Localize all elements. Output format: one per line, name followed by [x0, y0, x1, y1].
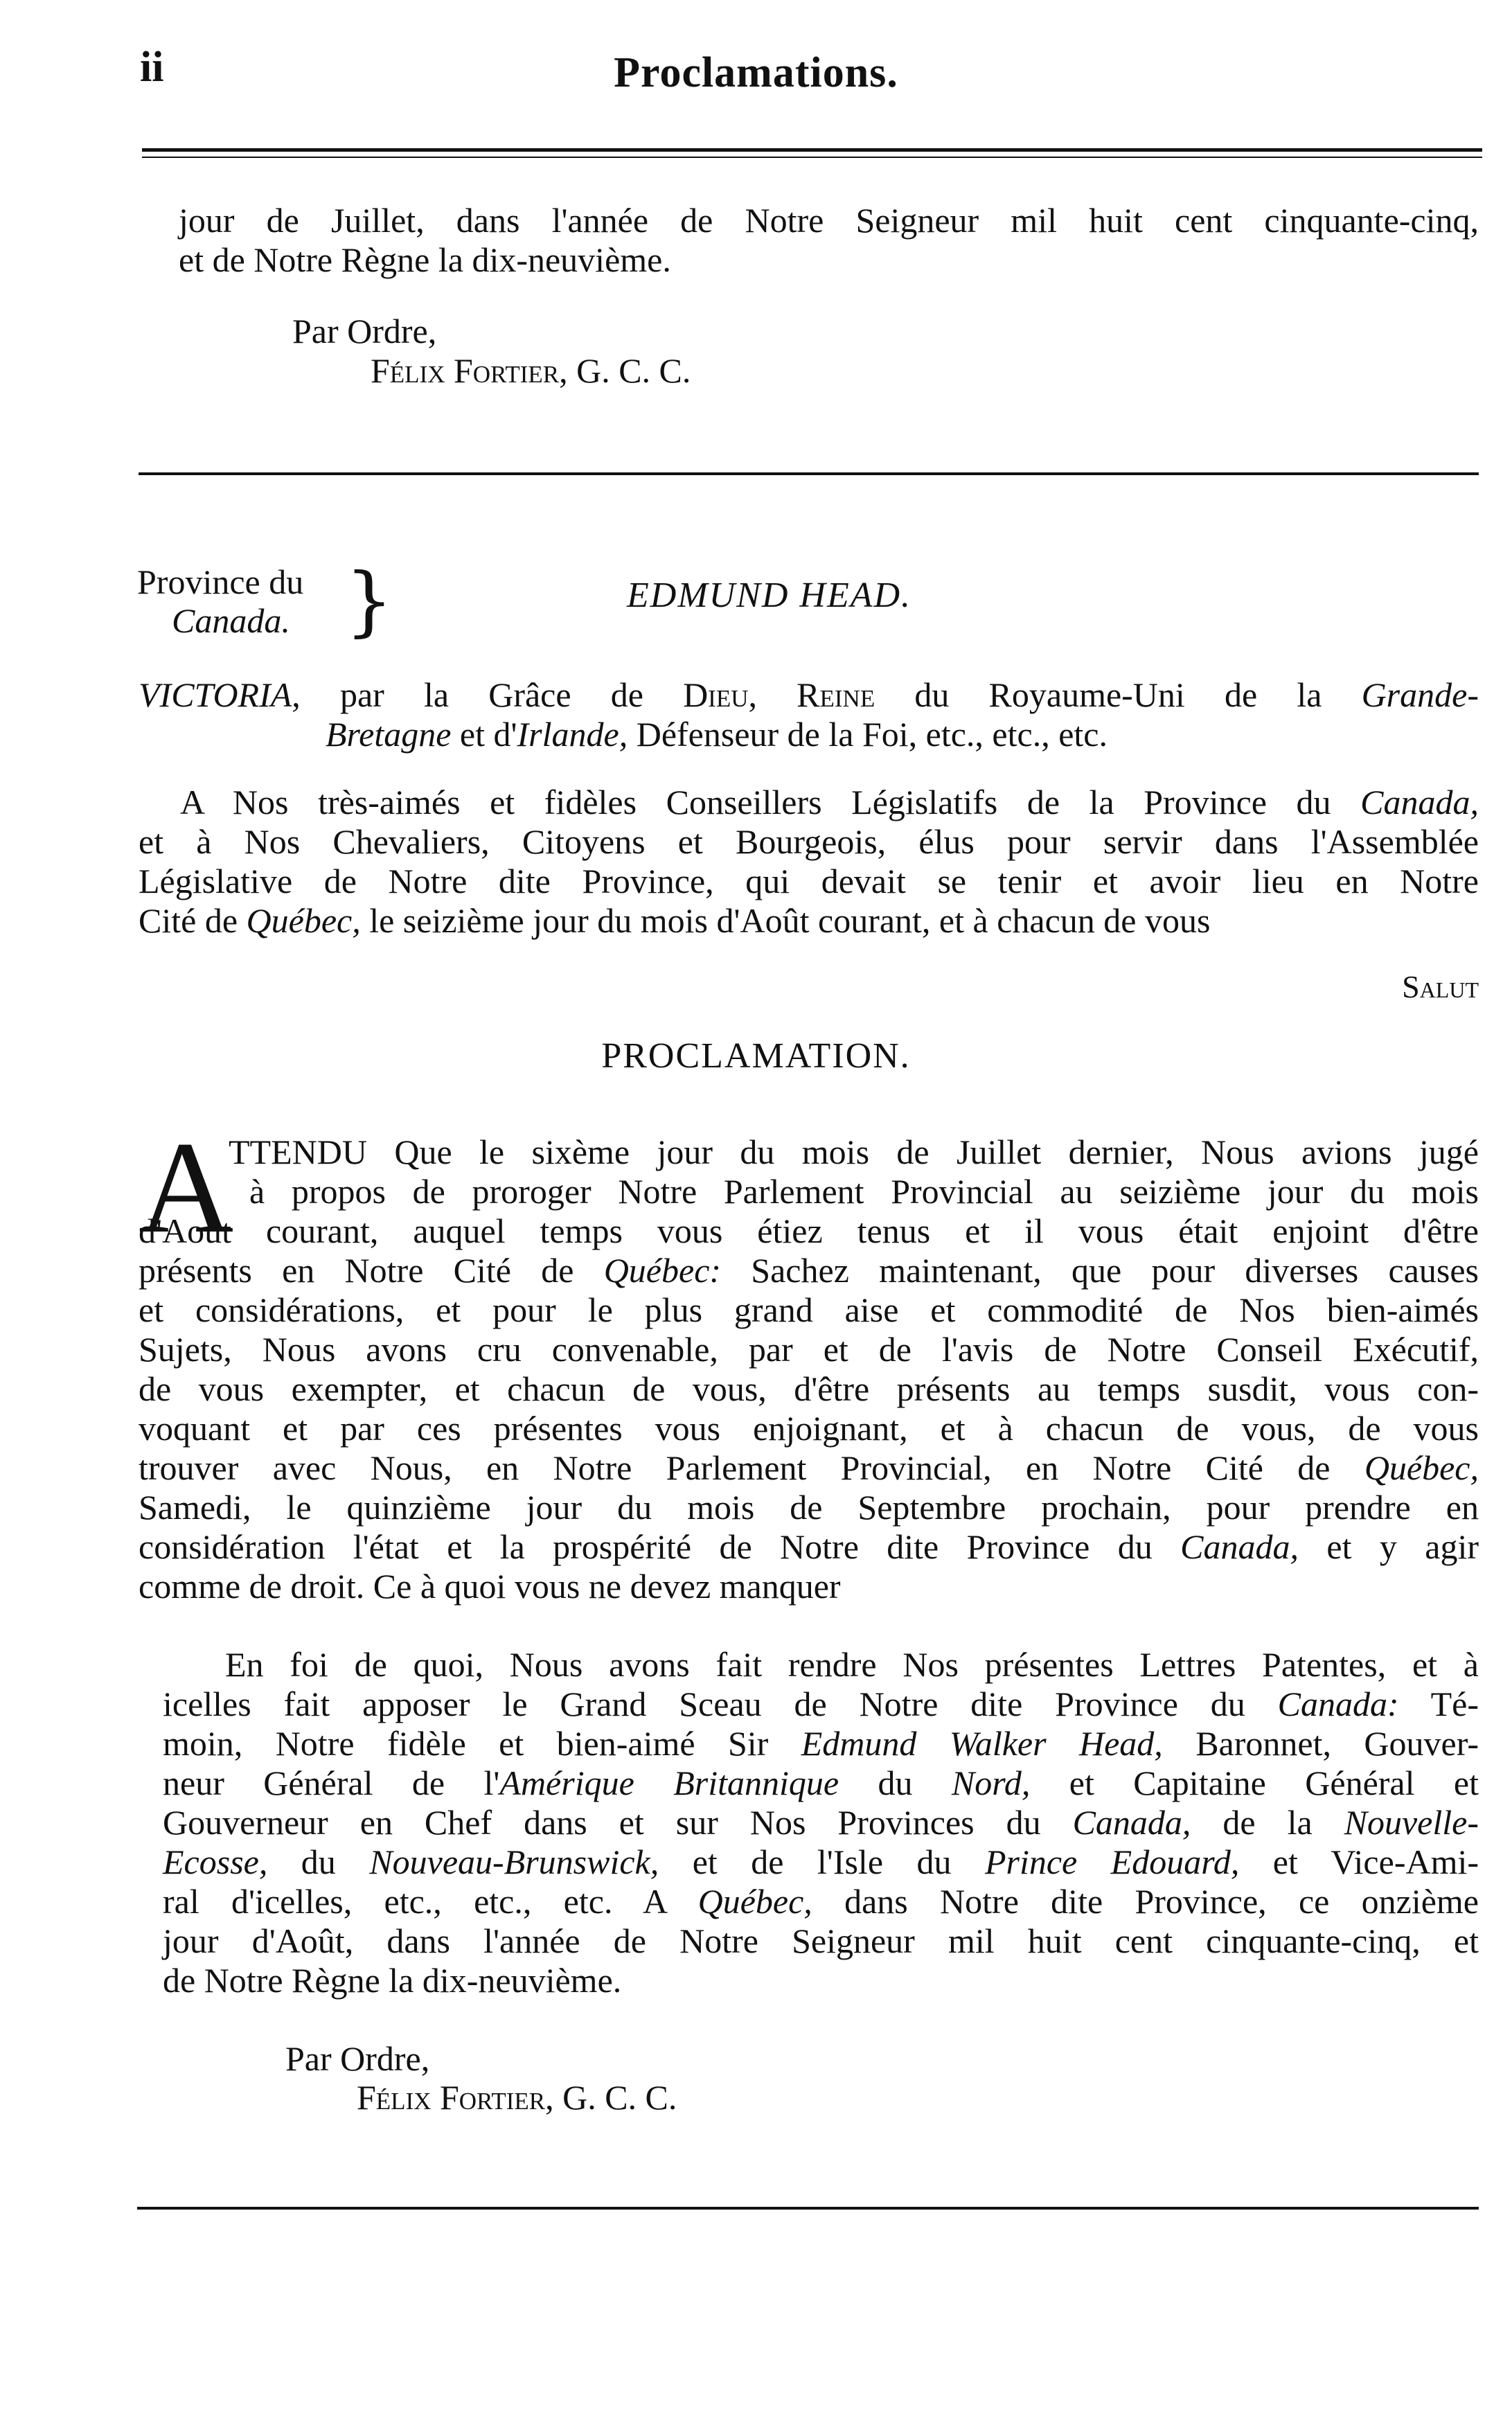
header-rule-bottom: [142, 157, 1482, 158]
governor-name: EDMUND HEAD.: [627, 576, 912, 615]
text-run: et Vice-Ami-: [1239, 1842, 1479, 1881]
text-run: de vous exempter, et chacun de vous, d'être présents au temps susdit, vous con-: [139, 1369, 1479, 1408]
section-divider: [139, 472, 1479, 475]
bretagne-word: Bretagne: [326, 715, 452, 754]
attendu-line: TTENDU Que le sixème jour du mois de Juillet dernier, Nous avions jugé: [229, 1132, 1479, 1171]
body-line: [163, 1724, 1479, 1764]
body-line: [163, 1645, 1479, 1685]
victoria-titles: [139, 675, 1479, 754]
italic-word: Nouveau-Brunswick,: [369, 1842, 659, 1881]
text-run: et y agir: [1299, 1527, 1479, 1566]
text-run: Sujets, Nous avons cru convenable, par et de l'avis de Notre Conseil Exécutif,: [139, 1330, 1479, 1369]
address-line: [139, 783, 1479, 822]
text-run: du: [839, 1764, 952, 1802]
continuation-paragraph: [179, 201, 1479, 280]
text-run: moin, Notre fidèle et bien-aimé Sir: [163, 1724, 801, 1763]
address-line: et à Nos Chevaliers, Citoyens et Bourgeois, élus pour servir dans l'Assemblée: [139, 822, 1479, 861]
italic-word: Canada,: [1360, 783, 1479, 821]
italic-word: Canada,: [1072, 1803, 1191, 1842]
address-line: Législative de Notre dite Province, qui devait se tenir et avoir lieu en Notre: [139, 862, 1479, 900]
address-paragraph: [139, 783, 1479, 941]
text-run: présents en Notre Cité de: [139, 1251, 604, 1290]
italic-word: Canada:: [1277, 1685, 1399, 1723]
attendu-paragraph: [139, 1211, 1479, 1606]
text-run: d'Août courant, auquel temps vous étiez tenus et il vous était enjoint d'être: [139, 1211, 1479, 1250]
italic-word: Canada,: [1180, 1527, 1299, 1566]
text-run: et considérations, et pour le plus grand aise et commodité de Nos bien-aimés: [139, 1290, 1479, 1329]
signature-first-name: Félix: [371, 351, 445, 390]
signature-last-name: Fortier: [440, 2078, 546, 2117]
text-run: de Notre Règne la dix-neuvième.: [163, 1961, 622, 2000]
text-run: le seizième jour du mois d'Août courant, et à chacun de vous: [360, 901, 1211, 940]
italic-word: Ecosse,: [163, 1842, 268, 1881]
attendu-line: à propos de proroger Notre Parlement Provincial au seizième jour du mois: [249, 1172, 1479, 1211]
bottom-divider: [137, 2207, 1479, 2210]
text-run: neur Général de l': [163, 1764, 500, 1802]
text-run: jour d'Août, dans l'année de Notre Seigneur mil huit cent cinquante-cinq, et: [163, 1921, 1479, 1960]
text-run: trouver avec Nous, en Notre Parlement Provincial, en Notre Cité de: [139, 1448, 1364, 1487]
dieu-word: Dieu: [683, 675, 749, 714]
victoria-line-2: [139, 715, 1479, 754]
body-line: [139, 1330, 1479, 1369]
victoria-name: VICTORIA: [139, 675, 292, 714]
signature-first-name: Félix: [357, 2078, 432, 2117]
reine-word: Reine: [797, 675, 875, 714]
text-run: Défenseur de la Foi, etc., etc., etc.: [628, 715, 1108, 754]
signature-last-name: Fortier: [454, 351, 560, 390]
address-line: [139, 901, 1479, 941]
header-rule-top: [142, 148, 1482, 152]
body-line: [163, 1921, 1479, 1961]
body-line: [139, 1488, 1479, 1527]
text-run: considération l'état et la prospérité de Notre dite Province du: [139, 1527, 1181, 1566]
text-run: comme de droit. Ce à quoi vous ne devez manquer: [139, 1567, 841, 1606]
drop-cap: A: [139, 1115, 234, 1261]
body-line: [139, 1290, 1479, 1330]
text-run: du Royaume-Uni de la: [875, 675, 1362, 714]
signature-suffix: , G. C. C.: [545, 2078, 677, 2117]
italic-word: Edmund Walker Head,: [801, 1724, 1163, 1763]
italic-word: Nouvelle-: [1344, 1803, 1479, 1842]
par-ordre-top: Par Ordre,: [292, 312, 437, 350]
body-line: [163, 1764, 1479, 1803]
brace-symbol: }: [345, 556, 393, 645]
province-label: [137, 562, 303, 640]
text-run: de la: [1191, 1803, 1344, 1842]
proclamation-title: PROCLAMATION.: [601, 1036, 911, 1076]
continuation-line: et de Notre Règne la dix-neuvième.: [179, 240, 671, 279]
continuation-line: jour de Juillet, dans l'année de Notre Seigneur mil huit cent cinquante-cinq,: [179, 201, 1479, 240]
text-run: Gouverneur en Chef dans et sur Nos Provinces du: [163, 1803, 1073, 1842]
text-run: A Nos très-aimés et fidèles Conseillers Législatifs de la Province du: [180, 783, 1331, 821]
body-line: [163, 1961, 1479, 2000]
grande-word: Grande-: [1361, 675, 1479, 714]
page-title: Proclamations.: [614, 49, 898, 96]
enfoi-paragraph: [163, 1645, 1479, 2000]
body-line: [163, 1803, 1479, 1842]
irlande-word: Irlande,: [517, 715, 628, 754]
province-name: Canada.: [172, 601, 290, 640]
par-ordre-bottom: Par Ordre,: [285, 2039, 430, 2078]
text-run: Té-: [1398, 1685, 1479, 1723]
text-run: Sachez maintenant, que pour diverses causes: [721, 1251, 1479, 1290]
italic-word: Québec:: [603, 1251, 722, 1290]
text-run: ral d'icelles, etc., etc., etc. A: [163, 1882, 698, 1921]
italic-word: Québec,: [1364, 1448, 1479, 1487]
body-line: [163, 1685, 1479, 1724]
text-run: icelles fait apposer le Grand Sceau de Notre dite Province du: [163, 1685, 1278, 1723]
italic-word: Amérique Britannique: [499, 1764, 839, 1802]
text-run: Samedi, le quinzième jour du mois de Septembre prochain, pour prendre en: [139, 1488, 1479, 1527]
signature-bottom: [357, 2078, 677, 2117]
body-line: [139, 1527, 1479, 1567]
body-line: [139, 1211, 1479, 1251]
text-run: ,: [748, 675, 797, 714]
signature-top: [371, 351, 691, 391]
text-run: et d': [451, 715, 517, 754]
text-run: Cité de: [139, 901, 238, 940]
province-line: Province du: [137, 562, 304, 601]
text-run: dans Notre dite Province, ce onzième: [812, 1882, 1479, 1921]
victoria-line-1: [139, 675, 1479, 715]
text-run: et de l'Isle du: [659, 1842, 985, 1881]
italic-word: Prince Edouard,: [984, 1842, 1240, 1881]
text-run: Baronnet, Gouver-: [1162, 1724, 1479, 1763]
italic-word: Québec,: [697, 1882, 812, 1921]
text-run: voquant et par ces présentes vous enjoignant, et à chacun de vous, de vous: [139, 1409, 1479, 1448]
body-line: [163, 1882, 1479, 1921]
text-run: du: [267, 1842, 370, 1881]
body-line: [139, 1409, 1479, 1448]
salut-word: Salut: [1402, 969, 1479, 1004]
page-number: ii: [140, 44, 164, 91]
text-run: et Capitaine Général et: [1030, 1764, 1479, 1802]
signature-suffix: , G. C. C.: [559, 351, 691, 390]
body-line: [139, 1448, 1479, 1488]
text-run: En foi de quoi, Nous avons fait rendre Nos présentes Lettres Patentes, et à: [225, 1645, 1479, 1684]
text-run: , par la Grâce de: [292, 675, 684, 714]
italic-word: Québec,: [246, 901, 361, 940]
body-line: [139, 1567, 1479, 1606]
italic-word: Nord,: [951, 1764, 1031, 1802]
body-line: [163, 1842, 1479, 1882]
body-line: [139, 1369, 1479, 1409]
body-line: [139, 1251, 1479, 1290]
